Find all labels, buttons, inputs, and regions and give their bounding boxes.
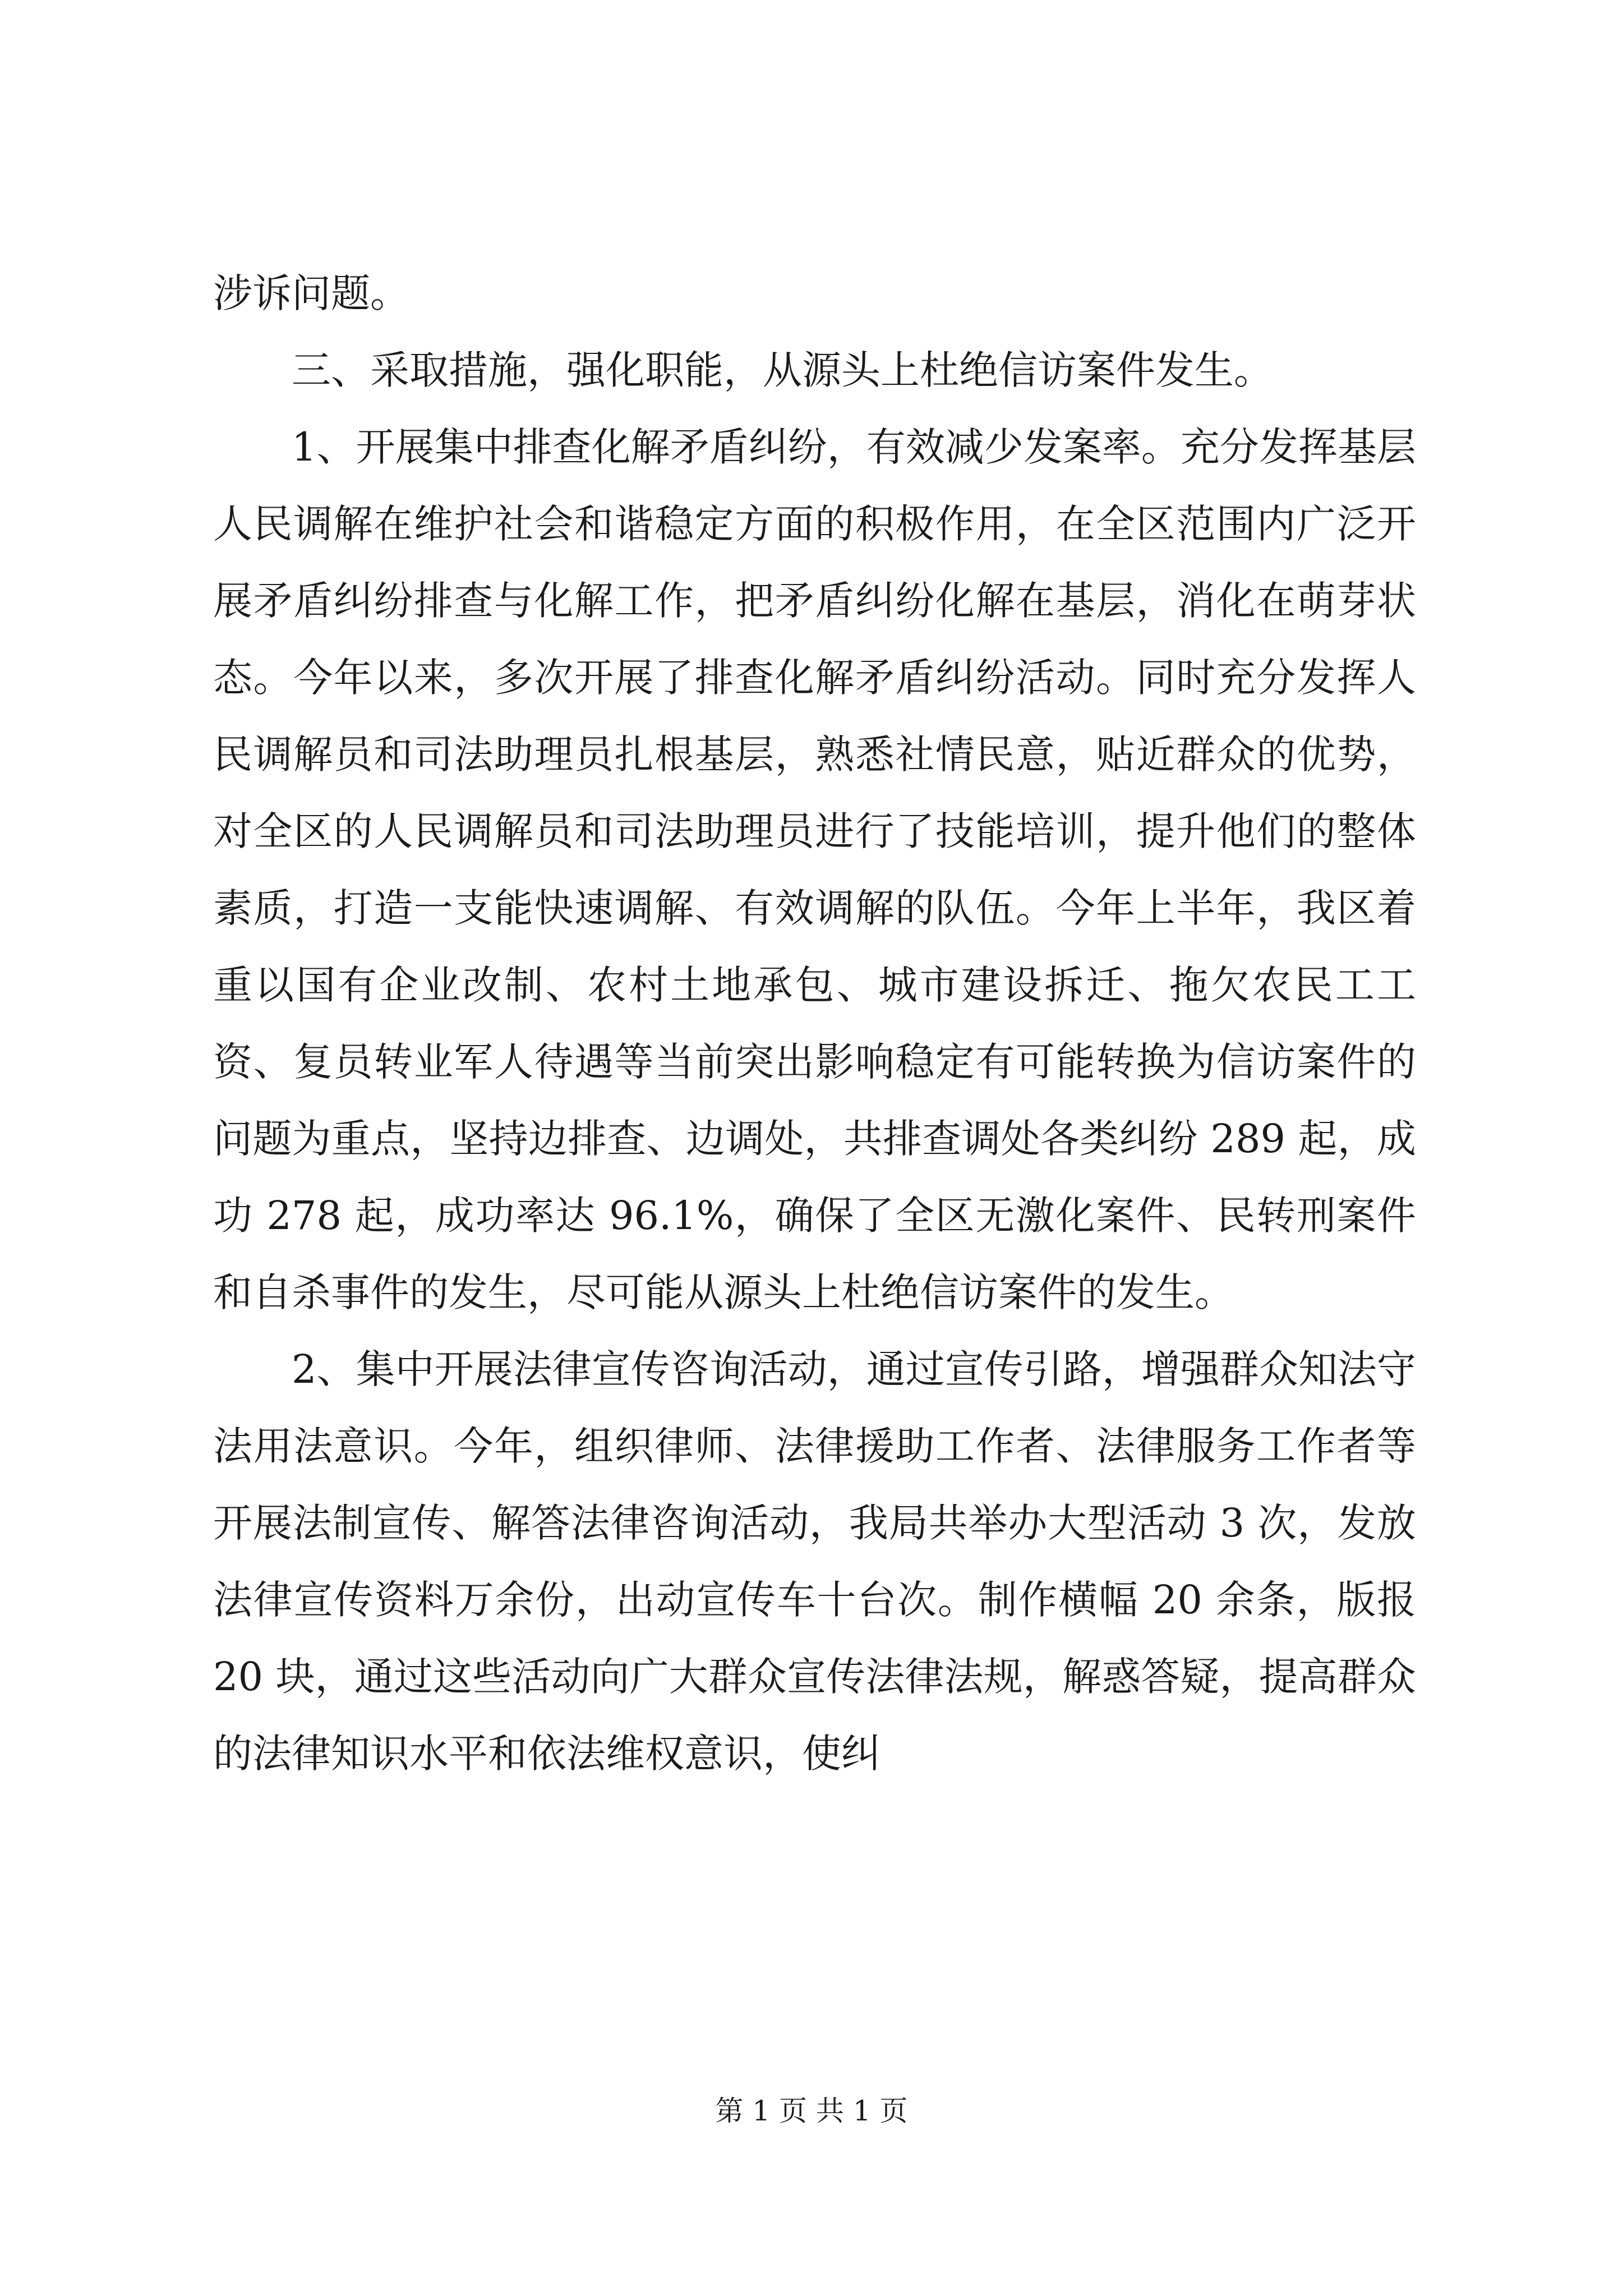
document-body (213, 255, 1416, 1792)
paragraph-2: 2、集中开展法律宣传咨询活动，通过宣传引路，增强群众知法守法用法意识。今年，组织律师、法律援助工作者、法律服务工作者等开展法制宣传、解答法律咨询活动，我局共举办大型活动 3 次，发放法律宣传资料万余份，出动宣传车十台次。制作横幅 20 余条，版报 20 块，通过这些活动向广大群众宣传法律法规，解惑答疑，提高群众的法律知识水平和依法维权意识，使纠 (213, 1346, 1416, 1777)
paragraph-1: 1、开展集中排查化解矛盾纠纷，有效减少发案率。充分发挥基层人民调解在维护社会和谐稳定方面的积极作用，在全区范围内广泛开展矛盾纠纷排查与化解工作，把矛盾纠纷化解在基层，消化在萌芽状态。今年以来，多次开展了排查化解矛盾纠纷活动。同时充分发挥人民调解员和司法助理员扎根基层，熟悉社情民意，贴近群众的优势，对全区的人民调解员和司法助理员进行了技能培训，提升他们的整体素质，打造一支能快速调解、有效调解的队伍。今年上半年，我区着重以国有企业改制、农村土地承包、城市建设拆迁、拖欠农民工工资、复员转业军人待遇等当前突出影响稳定有可能转换为信访案件的问题为重点，坚持边排查、边调处，共排查调处各类纠纷 289 起，成功 278 起，成功率达 96.1%，确保了全区无激化案件、民转刑案件和自杀事件的发生，尽可能从源头上杜绝信访案件的发生。 (213, 424, 1416, 1315)
paragraph-continuation: 涉诉问题。 (213, 270, 409, 316)
page-footer: 第 1 页 共 1 页 (715, 2095, 908, 2127)
section-heading: 三、采取措施，强化职能，从源头上杜绝信访案件发生。 (292, 347, 1273, 393)
